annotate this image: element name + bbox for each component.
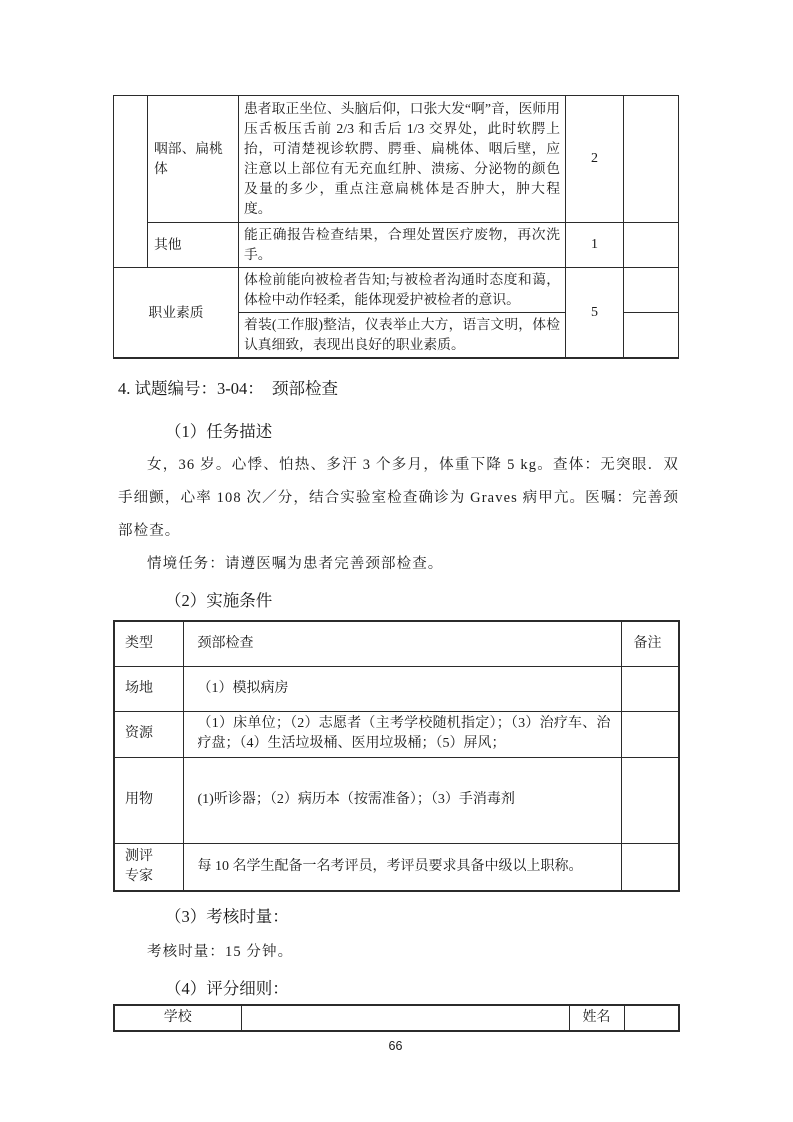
row-label-text: 用物	[125, 792, 153, 807]
row-content: (1)听诊器；（2）病历本（按需准备）；（3）手消毒剂	[183, 757, 621, 843]
row-content: （1）床单位；（2）志愿者（主考学校随机指定）；（3）治疗车、治疗盘；（4）生活垃圾桶、医用垃圾桶；（5）屏风；	[183, 711, 621, 757]
row-label-text: 测评专家	[125, 848, 153, 884]
name-label-cell: 姓名	[569, 1005, 624, 1031]
row-content: 体检前能向被检者告知;与被检者沟通时态度和蔼，体检中动作轻柔，能体现爱护被检者的意识。	[239, 268, 566, 313]
empty-note-cell	[621, 757, 679, 843]
row-label-text: 资源	[125, 726, 153, 741]
conditions-table	[113, 620, 680, 892]
rubric-header-table	[113, 1004, 680, 1032]
score-cell: 2	[566, 96, 624, 223]
duration-heading: （3）考核时量：	[165, 907, 289, 926]
row-label-resources	[114, 711, 183, 757]
scenario-paragraph: 情境任务：请遵医嘱为患者完善颈部检查。	[147, 556, 444, 572]
empty-note-cell	[621, 666, 679, 711]
row-label-evaluators	[114, 843, 183, 891]
header-note: 备注	[621, 621, 679, 666]
row-content: 能正确报告检查结果，合理处置医疗废物，再次洗手。	[239, 223, 566, 268]
conditions-heading: （2）实施条件	[165, 591, 273, 610]
row-content: 着装(工作服)整洁，仪表举止大方，语言文明，体检认真细致，表现出良好的职业素质。	[239, 313, 566, 359]
row-content: 患者取正坐位、头脑后仰，口张大发“啊”音，医师用压舌板压舌前 2/3 和舌后 1/3 交界处，此时软腭上抬，可清楚视诊软腭、腭垂、扁桃体、咽后壁，应注意以上部位有无充血红肿、溃疡、分泌物的颜色及量的多少，重点注意扁桃体是否肿大，肿大程度。	[239, 96, 566, 223]
row-label-supplies	[114, 757, 183, 843]
empty-category-cell	[114, 96, 148, 268]
score-cell: 5	[566, 268, 624, 359]
school-label-cell: 学校	[114, 1005, 241, 1031]
scoring-table-continued	[113, 95, 679, 359]
header-type: 类型	[114, 621, 183, 666]
empty-mark-cell	[624, 223, 679, 268]
name-value-cell	[624, 1005, 679, 1031]
row-label-text: 场地	[125, 680, 153, 696]
page-number: 66	[388, 1039, 403, 1053]
empty-note-cell	[621, 711, 679, 757]
row-label-other: 其他	[148, 223, 239, 268]
task-description-heading: （1）任务描述	[165, 422, 273, 441]
duration-paragraph: 考核时量：15 分钟。	[147, 944, 294, 960]
case-paragraph: 女，36 岁。心悸、怕热、多汗 3 个多月，体重下降 5 kg。查体：无突眼．双手细颤，心率 108 次／分，结合实验室检查确诊为 Graves 病甲亢。医嘱：完善颈部检查。	[118, 457, 679, 539]
header-exam: 颈部检查	[183, 621, 621, 666]
empty-mark-cell	[624, 268, 679, 313]
row-content: 每 10 名学生配备一名考评员，考评员要求具备中级以上职称。	[183, 843, 621, 891]
empty-mark-cell	[624, 96, 679, 223]
row-label-site	[114, 666, 183, 711]
school-value-cell	[241, 1005, 569, 1031]
score-cell: 1	[566, 223, 624, 268]
row-label-professionalism: 职业素质	[114, 268, 239, 359]
empty-note-cell	[621, 843, 679, 891]
rubric-heading: （4）评分细则：	[165, 979, 289, 998]
section-title: 4. 试题编号：3-04： 颈部检查	[118, 379, 338, 398]
empty-mark-cell	[624, 313, 679, 359]
row-label-pharynx-tonsil: 咽部、扁桃体	[148, 96, 239, 223]
row-content: （1）模拟病房	[183, 666, 621, 711]
